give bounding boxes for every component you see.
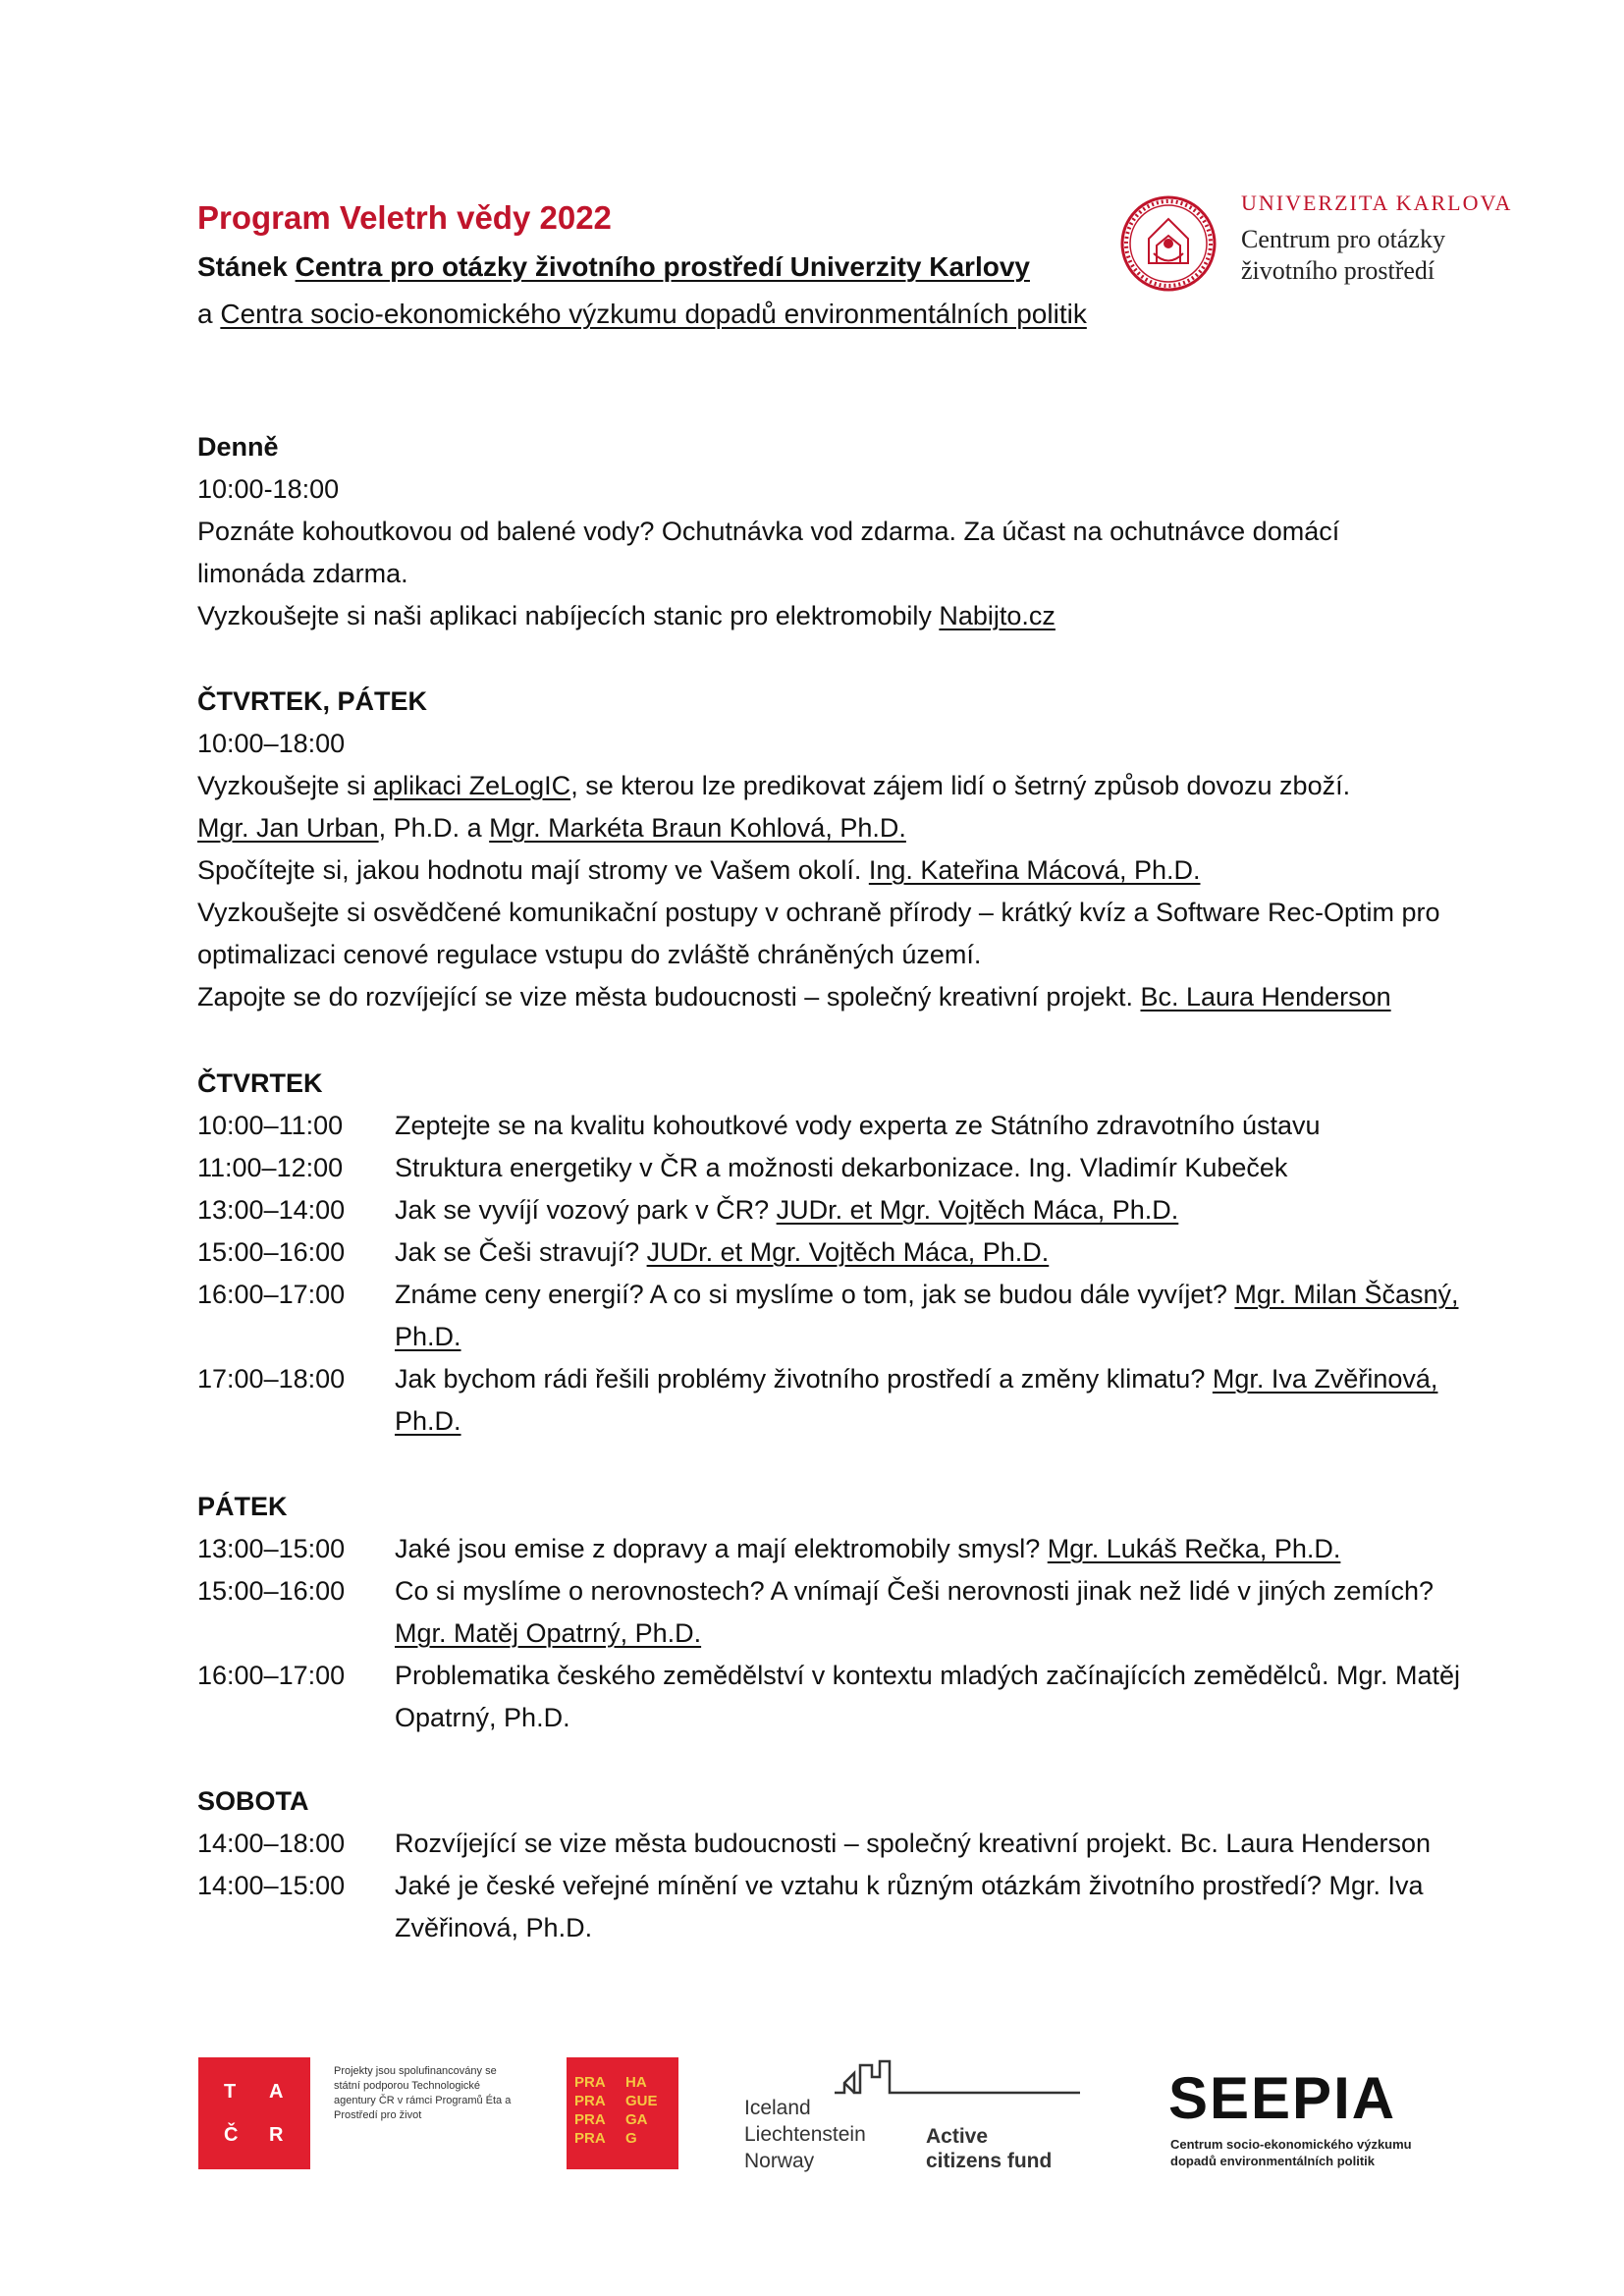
section-patek <box>197 1486 1474 1739</box>
section-ctvrtek-patek <box>197 681 1474 1018</box>
vision-prefix: Zapojte se do rozvíjející se vize města budoucnosti – společný kreativní projekt. <box>197 982 1141 1011</box>
row-description: Jaké jsou emise z dopravy a mají elektromobily smysl? <box>395 1534 1048 1563</box>
row-time: 10:00–11:00 <box>197 1111 344 1140</box>
app-text <box>197 595 1474 637</box>
row-time: 13:00–14:00 <box>197 1195 346 1225</box>
row-text <box>395 1655 1475 1739</box>
trees-text <box>197 849 1474 892</box>
row-time: 13:00–15:00 <box>197 1534 346 1563</box>
prague-logo-text: PRA <box>574 2093 606 2109</box>
section-time: 10:00-18:00 <box>197 474 340 504</box>
row-text <box>395 1147 1475 1189</box>
row-text <box>395 1528 1475 1570</box>
row-description: Co si myslíme o nerovnostech? A vnímají Češi nerovnosti jinak než lidé v jiných zemích? <box>395 1576 1434 1606</box>
country-name: Norway <box>744 2150 815 2172</box>
prague-logo-text: GA <box>625 2111 648 2128</box>
schedule-row <box>197 1358 1474 1443</box>
zelogic-suffix: , se kterou lze predikovat zájem lidí o šetrný způsob dovozu zboží. <box>570 771 1351 800</box>
row-text <box>395 1570 1475 1655</box>
schedule-row <box>197 1528 1474 1570</box>
footer-logos <box>0 2043 1624 2200</box>
section-heading: SOBOTA <box>197 1786 309 1816</box>
subtitle-line-1 <box>197 246 1110 289</box>
charles-university-logo <box>1119 189 1532 297</box>
section-heading: ČTVRTEK <box>197 1068 323 1098</box>
author-link-kohlova[interactable]: Mgr. Markéta Braun Kohlová, Ph.D. <box>489 813 906 843</box>
section-time: 10:00–18:00 <box>197 729 346 758</box>
schedule-row <box>197 1231 1474 1274</box>
schedule-row <box>197 1105 1474 1147</box>
app-text-prefix: Vyzkoušejte si naši aplikaci nabíjecích stanic pro elektromobily <box>197 601 940 630</box>
trees-prefix: Spočítejte si, jakou hodnotu mají stromy ve Vašem okolí. <box>197 855 869 885</box>
seepia-subtitle-line: dopadů environmentálních politik <box>1170 2154 1376 2168</box>
row-text <box>395 1865 1475 1949</box>
fund-name-line: citizens fund <box>926 2150 1053 2172</box>
schedule-row <box>197 1570 1474 1655</box>
prague-logo-text: G <box>625 2130 637 2147</box>
author-link-henderson[interactable]: Bc. Laura Henderson <box>1140 982 1391 1011</box>
speaker-link[interactable]: JUDr. et Mgr. Vojtěch Máca, Ph.D. <box>646 1237 1050 1267</box>
section-denne <box>197 426 1474 637</box>
row-time: 17:00–18:00 <box>197 1364 346 1394</box>
row-text <box>395 1358 1475 1443</box>
row-description: Problematika českého zemědělství v kontextu mladých začínajících zemědělců. Mgr. Matěj Opatrný, Ph.D. <box>395 1661 1460 1732</box>
author-separator: , Ph.D. a <box>378 813 490 843</box>
schedule-row <box>197 1274 1474 1358</box>
center-name-line-2: životního prostředí <box>1241 256 1435 285</box>
tacr-logo <box>198 2057 310 2169</box>
center-name-line-1: Centrum pro otázky <box>1241 225 1445 253</box>
vision-text <box>197 976 1474 1018</box>
prague-logo-text: PRA <box>574 2130 606 2147</box>
row-text <box>395 1105 1475 1147</box>
university-seal-icon <box>1119 194 1218 293</box>
author-link-urban[interactable]: Mgr. Jan Urban <box>197 813 379 843</box>
fund-name-line: Active <box>926 2125 989 2148</box>
schedule-row <box>197 1189 1474 1231</box>
tacr-letter: Č <box>224 2124 239 2146</box>
section-ctvrtek <box>197 1063 1474 1443</box>
row-description: Struktura energetiky v ČR a možnosti dekarbonizace. Ing. Vladimír Kubeček <box>395 1153 1288 1182</box>
speaker-link[interactable]: Mgr. Milan Ščasný, Ph.D. <box>395 1280 1459 1351</box>
row-text <box>395 1274 1475 1358</box>
country-name: Iceland <box>744 2097 811 2119</box>
prague-logo-text: GUE <box>625 2093 658 2109</box>
row-time: 16:00–17:00 <box>197 1661 346 1690</box>
subtitle-line-2 <box>197 293 1110 336</box>
skyline-icon <box>835 2057 1080 2097</box>
row-time: 15:00–16:00 <box>197 1576 346 1606</box>
section-heading: ČTVRTEK, PÁTEK <box>197 686 428 716</box>
speaker-link[interactable]: Mgr. Iva Zvěřinová, Ph.D. <box>395 1364 1438 1436</box>
row-time: 14:00–18:00 <box>197 1829 346 1858</box>
author-link-macova[interactable]: Ing. Kateřina Mácová, Ph.D. <box>868 855 1201 885</box>
subtitle-prefix-2: a <box>197 299 221 329</box>
prague-logo-col-1 <box>574 2073 606 2148</box>
zelogic-text <box>197 765 1474 807</box>
prague-logo-text: HA <box>625 2074 647 2091</box>
row-time: 15:00–16:00 <box>197 1237 346 1267</box>
section-sobota <box>197 1780 1474 1949</box>
tasting-text: Poznáte kohoutkovou od balené vody? Ochutnávka vod zdarma. Za účast na ochutnávce domácí limonáda zdarma. <box>197 517 1340 588</box>
prague-logo-col-2 <box>625 2073 658 2148</box>
seepia-subtitle-line: Centrum socio-ekonomického výzkumu <box>1170 2137 1412 2152</box>
subtitle-prefix: Stánek <box>197 251 296 282</box>
tacr-letter: T <box>224 2081 237 2103</box>
seepia-logo <box>1168 2065 1453 2168</box>
prague-logo-text: PRA <box>574 2074 606 2091</box>
tacr-funding-note: Projekty jsou spolufinancovány se státní podporou Technologické agentury ČR v rámci Programů Éta a Prostředí pro život <box>334 2065 512 2121</box>
section-heading: PÁTEK <box>197 1492 288 1521</box>
eea-countries <box>744 2095 866 2174</box>
active-citizens-fund-logo <box>744 2057 1078 2172</box>
row-text <box>395 1189 1475 1231</box>
page-title: Program Veletrh vědy 2022 <box>197 199 612 236</box>
row-text <box>395 1231 1475 1274</box>
communication-text: Vyzkoušejte si osvědčené komunikační postupy v ochraně přírody – krátký kvíz a Software Rec-Optim pro optimalizaci cenové regulace vstupu do zvláště chráněných území. <box>197 898 1440 969</box>
row-description: Jak se Češi stravují? <box>395 1237 647 1267</box>
speaker-link[interactable]: JUDr. et Mgr. Vojtěch Máca, Ph.D. <box>776 1195 1179 1225</box>
zelogic-prefix: Vyzkoušejte si <box>197 771 374 800</box>
section-heading: Denně <box>197 432 279 462</box>
row-time: 14:00–15:00 <box>197 1871 346 1900</box>
zelogic-link[interactable]: aplikaci ZeLogIC <box>373 771 571 800</box>
schedule-row <box>197 1655 1474 1739</box>
prague-logo-text: PRA <box>574 2111 606 2128</box>
row-text <box>395 1823 1475 1865</box>
row-description: Jak se vyvíjí vozový park v ČR? <box>395 1195 777 1225</box>
speaker-link[interactable]: Mgr. Matěj Opatrný, Ph.D. <box>395 1618 702 1648</box>
seepia-subtitle <box>1170 2136 1412 2169</box>
tacr-letter: A <box>269 2081 284 2103</box>
schedule-row <box>197 1865 1474 1949</box>
row-description: Jak bychom rádi řešili problémy životního prostředí a změny klimatu? <box>395 1364 1213 1394</box>
seepia-center-link[interactable]: Centra socio-ekonomického výzkumu dopadů environmentálních politik <box>220 299 1087 329</box>
row-time: 11:00–12:00 <box>197 1153 344 1182</box>
row-description: Rozvíjející se vize města budoucnosti – společný kreativní projekt. Bc. Laura Henderson <box>395 1829 1432 1858</box>
schedule-row <box>197 1147 1474 1189</box>
zelogic-authors <box>197 807 1474 849</box>
row-time: 16:00–17:00 <box>197 1280 346 1309</box>
seepia-wordmark: SEEPIA <box>1168 2065 1397 2131</box>
nabijto-link[interactable]: Nabijto.cz <box>939 601 1056 630</box>
university-name: UNIVERZITA KARLOVA <box>1241 191 1513 215</box>
schedule-row <box>197 1823 1474 1865</box>
prague-logo <box>567 2057 678 2169</box>
country-name: Liechtenstein <box>744 2123 866 2146</box>
row-description: Známe ceny energií? A co si myslíme o tom, jak se budou dále vyvíjet? <box>395 1280 1235 1309</box>
row-description: Jaké je české veřejné mínění ve vztahu k různým otázkám životního prostředí? Mgr. Iva Zvěřinová, Ph.D. <box>395 1871 1424 1942</box>
centrum-uk-link[interactable]: Centra pro otázky životního prostředí Univerzity Karlovy <box>295 251 1030 282</box>
row-description: Zeptejte se na kvalitu kohoutkové vody experta ze Státního zdravotního ústavu <box>395 1111 1321 1140</box>
speaker-link[interactable]: Mgr. Lukáš Rečka, Ph.D. <box>1047 1534 1341 1563</box>
fund-name <box>926 2124 1052 2173</box>
tacr-letter: R <box>269 2124 284 2146</box>
